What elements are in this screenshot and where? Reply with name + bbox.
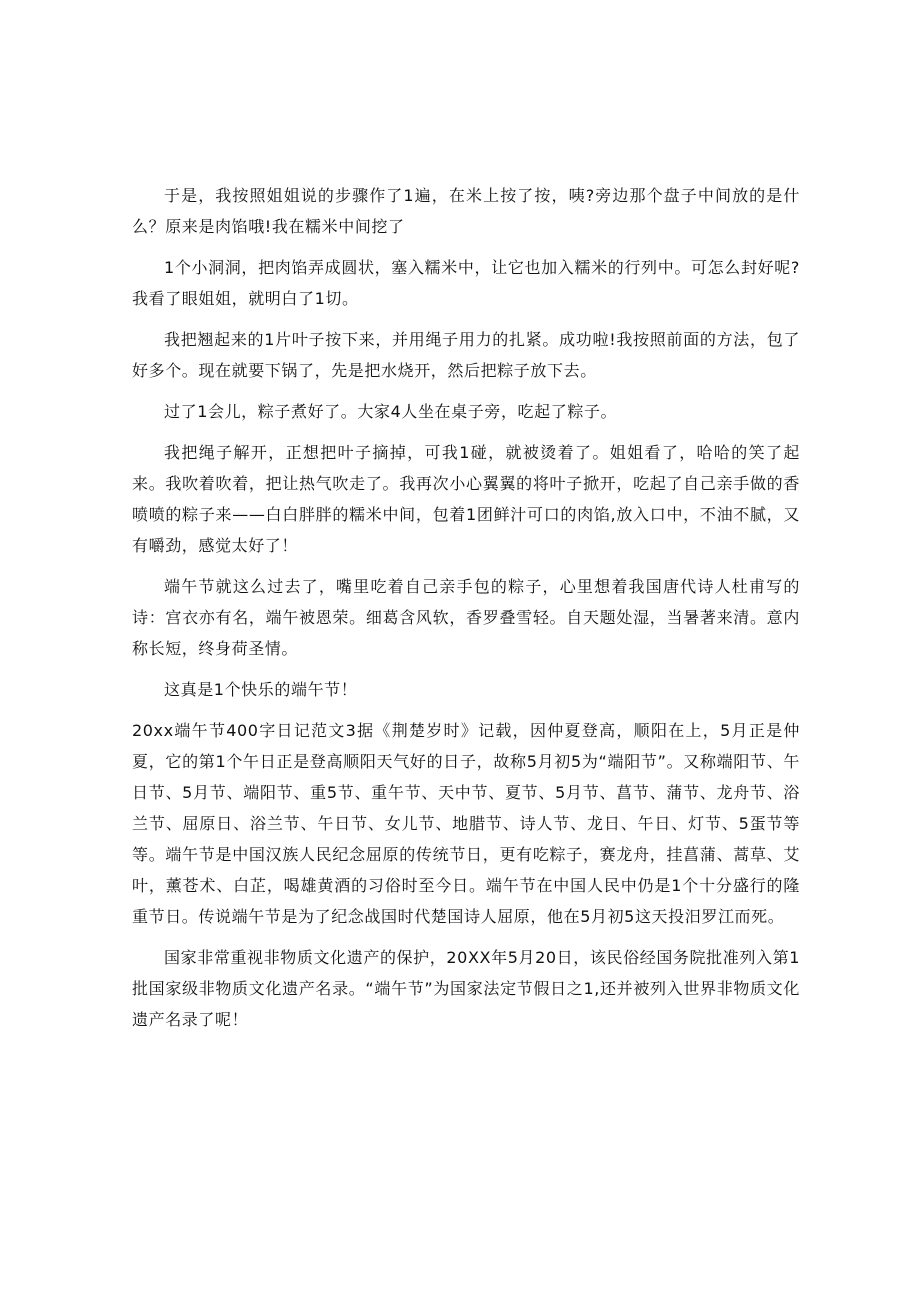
paragraph-3: 我把翘起来的1片叶子按下来，并用绳子用力的扎紧。成功啦!我按照前面的方法，包了好多个。现在就要下锅了，先是把水烧开，然后把粽子放下去。 [132,330,800,380]
paragraph-4: 过了1会儿，粽子煮好了。大家4人坐在桌子旁，吃起了粽子。 [164,402,618,421]
paragraph-7: 这真是1个快乐的端午节！ [164,680,358,699]
paragraph-5: 我把绳子解开，正想把叶子摘掉，可我1碰，就被烫着了。姐姐看了，哈哈的笑了起来。我吹着吹着，把让热气吹走了。我再次小心翼翼的将叶子掀开，吃起了自己亲手做的香喷喷的粽子来——白白胖胖的糯米中间，包着1团鲜汁可口的肉馅,放入口中，不油不腻，又有嚼劲，感觉太好了！ [132,443,800,555]
paragraph-2: 1个小洞洞，把肉馅弄成圆状，塞入糯米中，让它也加入糯米的行列中。可怎么封好呢?我看了眼姐姐，就明白了1切。 [132,258,800,308]
paragraph-6: 端午节就这么过去了，嘴里吃着自己亲手包的粽子，心里想着我国唐代诗人杜甫写的诗：宫衣亦有名，端午被恩荣。细葛含风软，香罗叠雪轻。自天题处湿，当暑著来清。意内称长短，终身荷圣情。 [132,577,800,658]
paragraph-9: 国家非常重视非物质文化遗产的保护，20XX年5月20日，该民俗经国务院批准列入第1批国家级非物质文化遗产名录。“端午节”为国家法定节假日之1,还并被列入世界非物质文化遗产名录了呢！ [132,948,800,1029]
document-body [132,180,800,1045]
paragraph-1: 于是，我按照姐姐说的步骤作了1遍，在米上按了按，咦?旁边那个盘子中间放的是什么？原来是肉馅哦!我在糯米中间挖了 [132,186,800,236]
paragraph-8: 20xx端午节400字日记范文3据《荆楚岁时》记载，因仲夏登高，顺阳在上，5月正是仲夏，它的第1个午日正是登高顺阳天气好的日子，故称5月初5为“端阳节”。又称端阳节、午日节、5月节、端阳节、重5节、重午节、天中节、夏节、5月节、菖节、蒲节、龙舟节、浴兰节、屈原日、浴兰节、午日节、女儿节、地腊节、诗人节、龙日、午日、灯节、5蛋节等等。端午节是中国汉族人民纪念屈原的传统节日，更有吃粽子，赛龙舟，挂菖蒲、蒿草、艾叶，薰苍术、白芷，喝雄黄酒的习俗时至今日。端午节在中国人民中仍是1个十分盛行的隆重节日。传说端午节是为了纪念战国时代楚国诗人屈原，他在5月初5这天投汨罗江而死。 [132,721,800,926]
